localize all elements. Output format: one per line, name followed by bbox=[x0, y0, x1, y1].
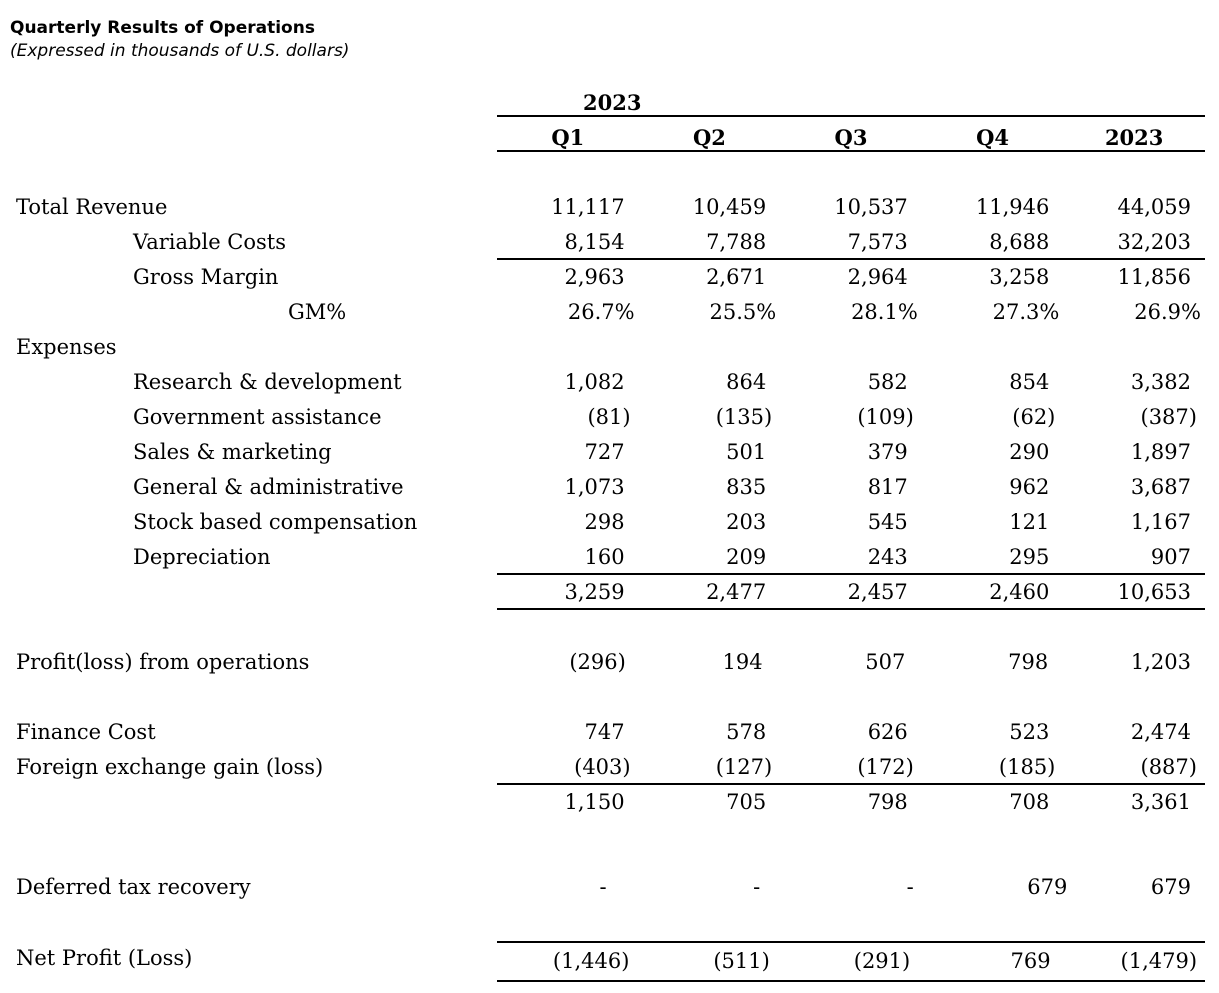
row-label: Finance Cost bbox=[16, 720, 156, 744]
value-cell: (109) bbox=[857, 405, 914, 429]
value-cell: 1,203 bbox=[1130, 650, 1191, 674]
value-cell: (887) bbox=[1140, 755, 1197, 779]
value-cell: 27.3% bbox=[992, 300, 1060, 324]
column-headers bbox=[497, 117, 1205, 152]
row-label: General & administrative bbox=[133, 475, 404, 499]
row-label: Research & development bbox=[133, 370, 402, 394]
value-cell: 769 bbox=[1010, 949, 1051, 973]
row-sales-marketing bbox=[0, 435, 1219, 470]
results-table bbox=[0, 90, 1219, 982]
value-cell: 545 bbox=[867, 510, 908, 534]
value-cell: 295 bbox=[1009, 545, 1050, 569]
value-cell: 2,964 bbox=[847, 265, 908, 289]
value-cell: 11,117 bbox=[551, 195, 625, 219]
column-header-q4: Q4 bbox=[976, 125, 1010, 150]
value-cell: 2,460 bbox=[989, 580, 1050, 604]
value-cell: 194 bbox=[722, 650, 763, 674]
row-label: Depreciation bbox=[133, 545, 271, 569]
value-cell: 2,474 bbox=[1130, 720, 1191, 744]
value-cell: - bbox=[906, 875, 914, 899]
row-stock-based-compensation bbox=[0, 505, 1219, 540]
value-cell: 747 bbox=[584, 720, 625, 744]
row-label: Gross Margin bbox=[133, 265, 279, 289]
value-cell: (127) bbox=[715, 755, 773, 779]
row-label: Variable Costs bbox=[133, 230, 286, 254]
row-research-development bbox=[0, 365, 1219, 400]
value-cell: 7,788 bbox=[706, 230, 767, 254]
value-cell: (1,479) bbox=[1120, 949, 1198, 973]
value-cell: - bbox=[599, 875, 607, 899]
row-net-profit bbox=[0, 941, 1219, 982]
row-gm-percent bbox=[0, 295, 1219, 330]
value-cell bbox=[1063, 330, 1205, 365]
value-cell: 3,259 bbox=[564, 580, 625, 604]
value-cell bbox=[497, 330, 639, 365]
value-cell: (135) bbox=[715, 405, 773, 429]
value-cell: 835 bbox=[726, 475, 767, 499]
value-cell: 1,150 bbox=[564, 790, 625, 814]
row-label: Stock based compensation bbox=[133, 510, 418, 534]
value-cell: 1,897 bbox=[1130, 440, 1191, 464]
value-cell: 7,573 bbox=[847, 230, 908, 254]
value-cell: 121 bbox=[1009, 510, 1050, 534]
value-cell: 798 bbox=[867, 790, 908, 814]
value-cell: 2,477 bbox=[706, 580, 767, 604]
value-cell: 1,167 bbox=[1130, 510, 1191, 534]
column-header-year: 2023 bbox=[1104, 125, 1164, 150]
column-header-row bbox=[0, 117, 1219, 152]
value-cell: 854 bbox=[1009, 370, 1050, 394]
row-general-administrative bbox=[0, 470, 1219, 505]
row-label: Foreign exchange gain (loss) bbox=[16, 755, 324, 779]
value-cell: (291) bbox=[853, 949, 911, 973]
value-cell: 3,382 bbox=[1130, 370, 1191, 394]
row-label: GM% bbox=[288, 300, 347, 324]
value-cell: 864 bbox=[726, 370, 767, 394]
row-label: Profit(loss) from operations bbox=[16, 650, 310, 674]
column-header-q1: Q1 bbox=[551, 125, 585, 150]
row-depreciation bbox=[0, 540, 1219, 575]
row-label bbox=[0, 785, 497, 820]
value-cell: 2,671 bbox=[706, 265, 767, 289]
value-cell: 1,073 bbox=[564, 475, 625, 499]
value-cell: 817 bbox=[867, 475, 908, 499]
row-label: Deferred tax recovery bbox=[16, 875, 251, 899]
row-finance-cost bbox=[0, 715, 1219, 750]
value-cell: 298 bbox=[584, 510, 625, 534]
value-cell: 32,203 bbox=[1117, 230, 1191, 254]
value-cell: (296) bbox=[569, 650, 626, 674]
value-cell: 523 bbox=[1009, 720, 1050, 744]
value-cell: 1,082 bbox=[564, 370, 625, 394]
value-cell bbox=[780, 330, 922, 365]
value-cell: 582 bbox=[867, 370, 908, 394]
value-cell: 962 bbox=[1009, 475, 1050, 499]
value-cell: 160 bbox=[584, 545, 625, 569]
row-label bbox=[0, 575, 497, 610]
value-cell bbox=[922, 330, 1064, 365]
row-other-total bbox=[0, 785, 1219, 820]
row-label: Total Revenue bbox=[16, 195, 168, 219]
value-cell: 26.9% bbox=[1134, 300, 1201, 324]
value-cell: 8,154 bbox=[564, 230, 625, 254]
value-cell: 10,537 bbox=[834, 195, 908, 219]
value-cell: (185) bbox=[998, 755, 1056, 779]
year-group-header-row bbox=[0, 90, 1219, 117]
row-label: Expenses bbox=[16, 335, 117, 359]
value-cell: (511) bbox=[713, 949, 770, 973]
value-cell: 679 bbox=[1027, 875, 1068, 899]
row-total-revenue bbox=[0, 190, 1219, 225]
value-cell: 10,653 bbox=[1117, 580, 1191, 604]
value-cell: 44,059 bbox=[1117, 195, 1191, 219]
value-cell: 507 bbox=[865, 650, 906, 674]
value-cell: 243 bbox=[867, 545, 908, 569]
header-spacer bbox=[0, 90, 497, 117]
year-group-rule bbox=[497, 90, 1205, 117]
value-cell: 578 bbox=[726, 720, 767, 744]
row-government-assistance bbox=[0, 400, 1219, 435]
value-cell: 25.5% bbox=[709, 300, 777, 324]
value-cell: 26.7% bbox=[567, 300, 635, 324]
value-cell: 705 bbox=[726, 790, 767, 814]
value-cell: 209 bbox=[726, 545, 767, 569]
value-cell: 679 bbox=[1150, 875, 1191, 899]
row-gross-margin bbox=[0, 260, 1219, 295]
value-cell: 3,258 bbox=[989, 265, 1050, 289]
row-label: Net Profit (Loss) bbox=[16, 946, 193, 970]
row-profit-from-operations bbox=[0, 645, 1219, 680]
page-title: Quarterly Results of Operations bbox=[10, 18, 315, 38]
year-group-label: 2023 bbox=[583, 90, 642, 115]
value-cell: (62) bbox=[1012, 405, 1056, 429]
value-cell: (172) bbox=[857, 755, 914, 779]
page-subtitle: (Expressed in thousands of U.S. dollars) bbox=[10, 41, 350, 61]
value-cell: 379 bbox=[867, 440, 908, 464]
value-cell: 203 bbox=[726, 510, 767, 534]
value-cell: 8,688 bbox=[989, 230, 1050, 254]
column-header-q3: Q3 bbox=[834, 125, 868, 150]
value-cell: 907 bbox=[1150, 545, 1191, 569]
row-deferred-tax-recovery bbox=[0, 870, 1219, 905]
value-cell: 10,459 bbox=[692, 195, 767, 219]
value-cell: 3,687 bbox=[1130, 475, 1191, 499]
value-cell: (403) bbox=[574, 755, 631, 779]
value-cell: 11,946 bbox=[975, 195, 1050, 219]
value-cell: (81) bbox=[587, 405, 631, 429]
value-cell: 501 bbox=[726, 440, 767, 464]
value-cell bbox=[639, 330, 781, 365]
row-label: Sales & marketing bbox=[133, 440, 332, 464]
value-cell: - bbox=[753, 875, 761, 899]
row-variable-costs bbox=[0, 225, 1219, 260]
row-expenses-header bbox=[0, 330, 1219, 365]
value-cell: 28.1% bbox=[851, 300, 918, 324]
value-cell: (387) bbox=[1140, 405, 1197, 429]
value-cell: 11,856 bbox=[1117, 265, 1191, 289]
value-cell: (1,446) bbox=[552, 949, 630, 973]
value-cell: 290 bbox=[1009, 440, 1050, 464]
row-foreign-exchange bbox=[0, 750, 1219, 785]
row-label: Government assistance bbox=[133, 405, 382, 429]
value-cell: 798 bbox=[1008, 650, 1049, 674]
column-header-q2: Q2 bbox=[692, 125, 726, 150]
value-cell: 727 bbox=[584, 440, 625, 464]
value-cell: 2,963 bbox=[564, 265, 625, 289]
value-cell: 3,361 bbox=[1130, 790, 1191, 814]
value-cell: 626 bbox=[867, 720, 908, 744]
row-total-expenses bbox=[0, 575, 1219, 610]
value-cell: 708 bbox=[1009, 790, 1050, 814]
header-spacer bbox=[0, 117, 497, 152]
value-cell: 2,457 bbox=[847, 580, 908, 604]
